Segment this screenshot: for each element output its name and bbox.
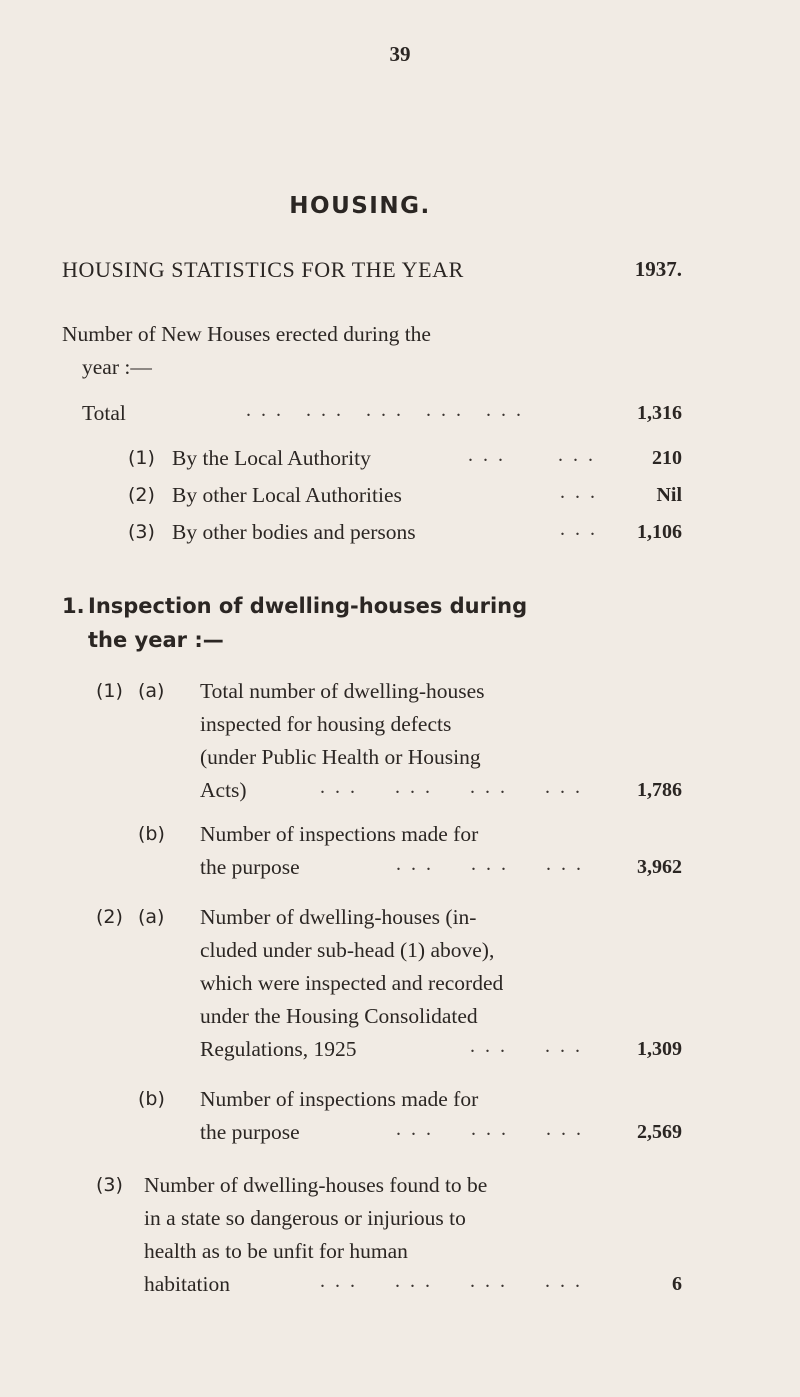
item-text: Number of dwelling-houses (in- <box>200 905 477 929</box>
page-number: 39 <box>389 42 411 66</box>
item-value: Nil <box>656 484 682 506</box>
item-value: 6 <box>672 1273 682 1295</box>
section-title: Inspection of dwelling-houses during <box>88 594 528 618</box>
item-text: Number of inspections made for <box>200 1087 479 1111</box>
item-text: Number of inspections made for <box>200 822 479 846</box>
item-number: (3) <box>128 521 155 543</box>
item-text: (under Public Health or Housing <box>200 745 481 769</box>
new-houses-intro-cont: year :— <box>82 355 152 379</box>
stats-year: 1937. <box>634 257 682 281</box>
item-value: 1,309 <box>637 1038 682 1060</box>
item-text: Regulations, 1925 <box>200 1037 357 1061</box>
new-houses-intro: Number of New Houses erected during the <box>62 322 431 346</box>
stats-title: HOUSING STATISTICS FOR THE YEAR <box>62 257 464 282</box>
item-text: health as to be unfit for human <box>144 1239 408 1263</box>
leader-dots: ... <box>560 518 605 540</box>
total-label: Total <box>82 401 126 425</box>
item-text: cluded under sub-head (1) above), <box>200 938 495 962</box>
item-text: under the Housing Consolidated <box>200 1004 478 1028</box>
leader-dots: ... ... <box>470 1035 590 1057</box>
item-text: habitation <box>144 1272 230 1296</box>
section-title-cont: the year :— <box>88 628 224 652</box>
item-sub: (a) <box>138 680 165 702</box>
item-value: 1,106 <box>637 521 682 543</box>
item-number: (2) <box>128 484 155 506</box>
item-number: (3) <box>96 1174 123 1196</box>
item-value: 1,786 <box>637 779 682 801</box>
leader-dots: ... ... ... <box>396 853 591 875</box>
leader-dots: ... ... ... <box>396 1118 591 1140</box>
item-value: 2,569 <box>637 1121 682 1143</box>
item-text: Total number of dwelling-houses <box>200 679 485 703</box>
item-sub: (b) <box>138 823 165 845</box>
section-number: 1. <box>62 594 85 618</box>
item-text: the purpose <box>200 855 300 879</box>
item-text: Number of dwelling-houses found to be <box>144 1173 488 1197</box>
item-sub: (b) <box>138 1088 165 1110</box>
leader-dots: ... <box>560 481 605 503</box>
item-label: By other bodies and persons <box>172 520 416 544</box>
item-value: 3,962 <box>637 856 682 878</box>
item-text: the purpose <box>200 1120 300 1144</box>
item-value: 210 <box>652 447 682 469</box>
item-number: (2) <box>96 906 123 928</box>
item-text: in a state so dangerous or injurious to <box>144 1206 466 1230</box>
leader-dots: ... ... ... ... <box>320 776 590 798</box>
item-label: By other Local Authorities <box>172 483 402 507</box>
item-label: By the Local Authority <box>172 446 371 470</box>
leader-dots: ... ... <box>468 444 603 466</box>
item-number: (1) <box>128 447 155 469</box>
item-text: inspected for housing defects <box>200 712 452 736</box>
total-value: 1,316 <box>637 402 682 424</box>
section-heading: HOUSING. <box>289 193 431 219</box>
item-sub: (a) <box>138 906 165 928</box>
item-text: Acts) <box>200 778 247 802</box>
item-text: which were inspected and recorded <box>200 971 504 995</box>
item-number: (1) <box>96 680 123 702</box>
leader-dots: ... ... ... ... ... <box>246 399 531 421</box>
leader-dots: ... ... ... ... <box>320 1270 590 1292</box>
